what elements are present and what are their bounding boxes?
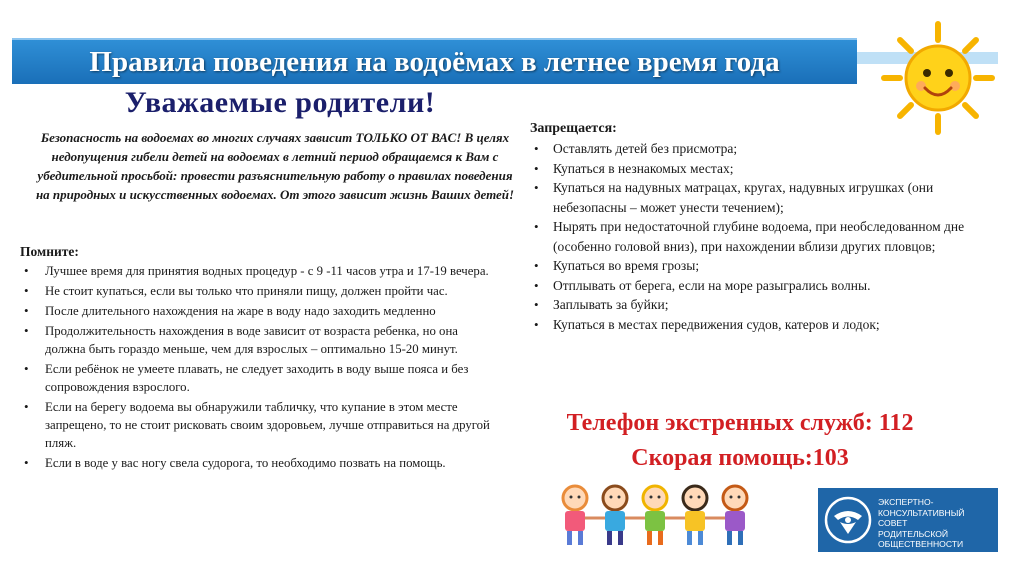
list-item: • Продолжительность нахождения в воде зависит от возраста ребенка, но она должна быть гораздо меньше, чем для взрослых – оптимально 15-20 минут. [20, 322, 490, 358]
org-name-line: РОДИТЕЛЬСКОЙ [878, 528, 949, 539]
list-item: • Не стоит купаться, если вы только что приняли пищу, должен пройти час. [20, 282, 490, 300]
list-item: • Если на берегу водоема вы обнаружили табличку, что купание в этом месте запрещено, то не стоит рисковать своим здоровьем, лучше отправиться на другой пляж. [20, 398, 490, 452]
remember-list [20, 262, 490, 474]
sun-icon [878, 18, 998, 138]
page-title: Правила поведения на водоёмах в летнее время года [89, 46, 780, 78]
list-item: • После длительного нахождения на жаре в воду надо заходить медленно [20, 302, 490, 320]
ambulance-phone: Скорая помощь:103 [631, 445, 849, 471]
forbidden-heading: Запрещается: [530, 121, 617, 136]
intro-paragraph: Безопасность на водоемах во многих случаях зависит ТОЛЬКО ОТ ВАС! В целях недопущения гибели детей на водоемах в летний период обращаемся к Вам с убедительной просьбой: провести разъяснительную работу о правилах поведения на природных и искусственных водоемах. От этого зависит жизнь Ваших детей! [35, 130, 515, 202]
org-emblem-icon [824, 496, 872, 544]
list-item: • Купаться в местах передвижения судов, катеров и лодок; [530, 315, 970, 335]
children-icon [553, 480, 758, 548]
list-item: • Оставлять детей без присмотра; [530, 139, 970, 159]
org-name-line: ЭКСПЕРТНО- [878, 497, 934, 507]
org-name [878, 497, 996, 550]
list-item: • Нырять при недостаточной глубине водоема, при необследованном дне (особенно головой вниз), при нахождении вблизи других пловцов; [530, 217, 970, 256]
list-item: • Купаться на надувных матрацах, кругах, надувных игрушках (они небезопасны – может унести течением); [530, 178, 970, 217]
list-item: • Лучшее время для принятия водных процедур - с 9 -11 часов утра и 17-19 вечера. [20, 262, 490, 280]
list-item: • Если ребёнок не умеете плавать, не следует заходить в воду выше пояса и без сопровождения взрослого. [20, 360, 490, 396]
list-item: • Заплывать за буйки; [530, 295, 970, 315]
list-item: • Отплывать от берега, если на море разыгрались волны. [530, 276, 970, 296]
list-item: • Купаться во время грозы; [530, 256, 970, 276]
forbidden-list [530, 139, 970, 334]
remember-heading: Помните: [20, 244, 79, 259]
list-item: • Купаться в незнакомых местах; [530, 159, 970, 179]
org-name-line: СОВЕТ [878, 518, 908, 528]
list-item: • Если в воде у вас ногу свела судорога, то необходимо позвать на помощь. [20, 454, 490, 472]
emergency-phone: Телефон экстренных служб: 112 [566, 410, 914, 436]
title-banner [12, 38, 857, 84]
org-name-line: КОНСУЛЬТАТИВНЫЙ [878, 507, 965, 518]
org-name-line: ОБЩЕСТВЕННОСТИ [878, 539, 964, 549]
org-logo [818, 488, 998, 552]
greeting-heading: Уважаемые родители! [124, 86, 436, 119]
